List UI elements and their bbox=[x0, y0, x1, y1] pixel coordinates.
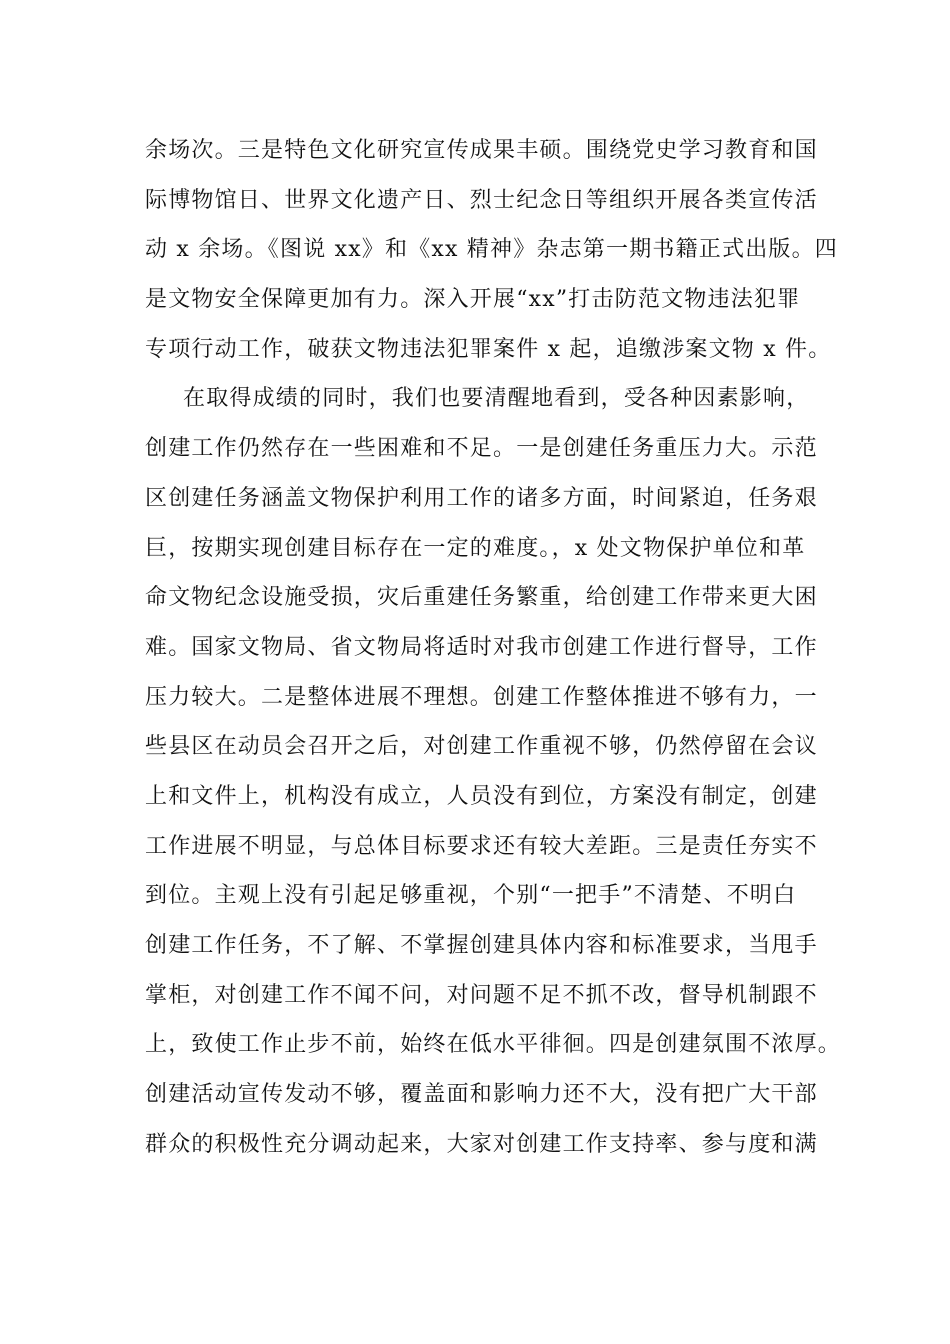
text-line-8: 区创建任务涵盖文物保护利用工作的诸多方面，时间紧迫，任务艰 bbox=[145, 485, 818, 511]
paragraph-start-line: 在取得成绩的同时，我们也要清醒地看到，受各种因素影响， bbox=[183, 386, 810, 412]
body-text bbox=[145, 126, 842, 1169]
text-line-16: 到位。主观上没有引起足够重视，个别“一把手”不清楚、不明白 bbox=[145, 883, 797, 909]
text-line-20: 创建活动宣传发动不够，覆盖面和影响力还不大，没有把广大干部 bbox=[145, 1082, 818, 1108]
text-line-4: 是文物安全保障更加有力。深入开展“xx”打击防范文物违法犯罪 bbox=[145, 287, 801, 313]
text-line-14: 上和文件上，机构没有成立，人员没有到位，方案没有制定，创建 bbox=[145, 783, 818, 809]
text-line-10: 命文物纪念设施受损，灾后重建任务繁重，给创建工作带来更大困 bbox=[145, 585, 818, 611]
text-line-5: 专项行动工作，破获文物违法犯罪案件 x 起，追缴涉案文物 x 件。 bbox=[145, 336, 832, 362]
text-line-17: 创建工作任务，不了解、不掌握创建具体内容和标准要求，当甩手 bbox=[145, 933, 818, 958]
text-line-7: 创建工作仍然存在一些困难和不足。一是创建任务重压力大。示范 bbox=[145, 436, 818, 462]
text-line-12: 压力较大。二是整体进展不理想。创建工作整体推进不够有力，一 bbox=[145, 684, 818, 710]
text-line-11: 难。国家文物局、省文物局将适时对我市创建工作进行督导，工作 bbox=[145, 634, 818, 660]
text-line-18: 掌柜，对创建工作不闻不问，对问题不足不抓不改，督导机制跟不 bbox=[145, 982, 818, 1008]
text-line-13: 些县区在动员会召开之后，对创建工作重视不够，仍然停留在会议 bbox=[145, 734, 818, 760]
text-line-2: 际博物馆日、世界文化遗产日、烈士纪念日等组织开展各类宣传活 bbox=[145, 187, 818, 213]
text-line-19: 上，致使工作止步不前，始终在低水平徘徊。四是创建氛围不浓厚。 bbox=[145, 1032, 842, 1058]
text-line-21: 群众的积极性充分调动起来，大家对创建工作支持率、参与度和满 bbox=[145, 1131, 818, 1157]
text-line-9: 巨，按期实现创建目标存在一定的难度。，x 处文物保护单位和革 bbox=[145, 535, 806, 561]
text-line-3: 动 x 余场。《图说 xx》和《xx 精神》杂志第一期书籍正式出版。四 bbox=[145, 237, 839, 263]
text-line-1: 余场次。三是特色文化研究宣传成果丰硕。围绕党史学习教育和国 bbox=[145, 138, 818, 163]
text-line-15: 工作进展不明显，与总体目标要求还有较大差距。三是责任夯实不 bbox=[145, 833, 818, 859]
